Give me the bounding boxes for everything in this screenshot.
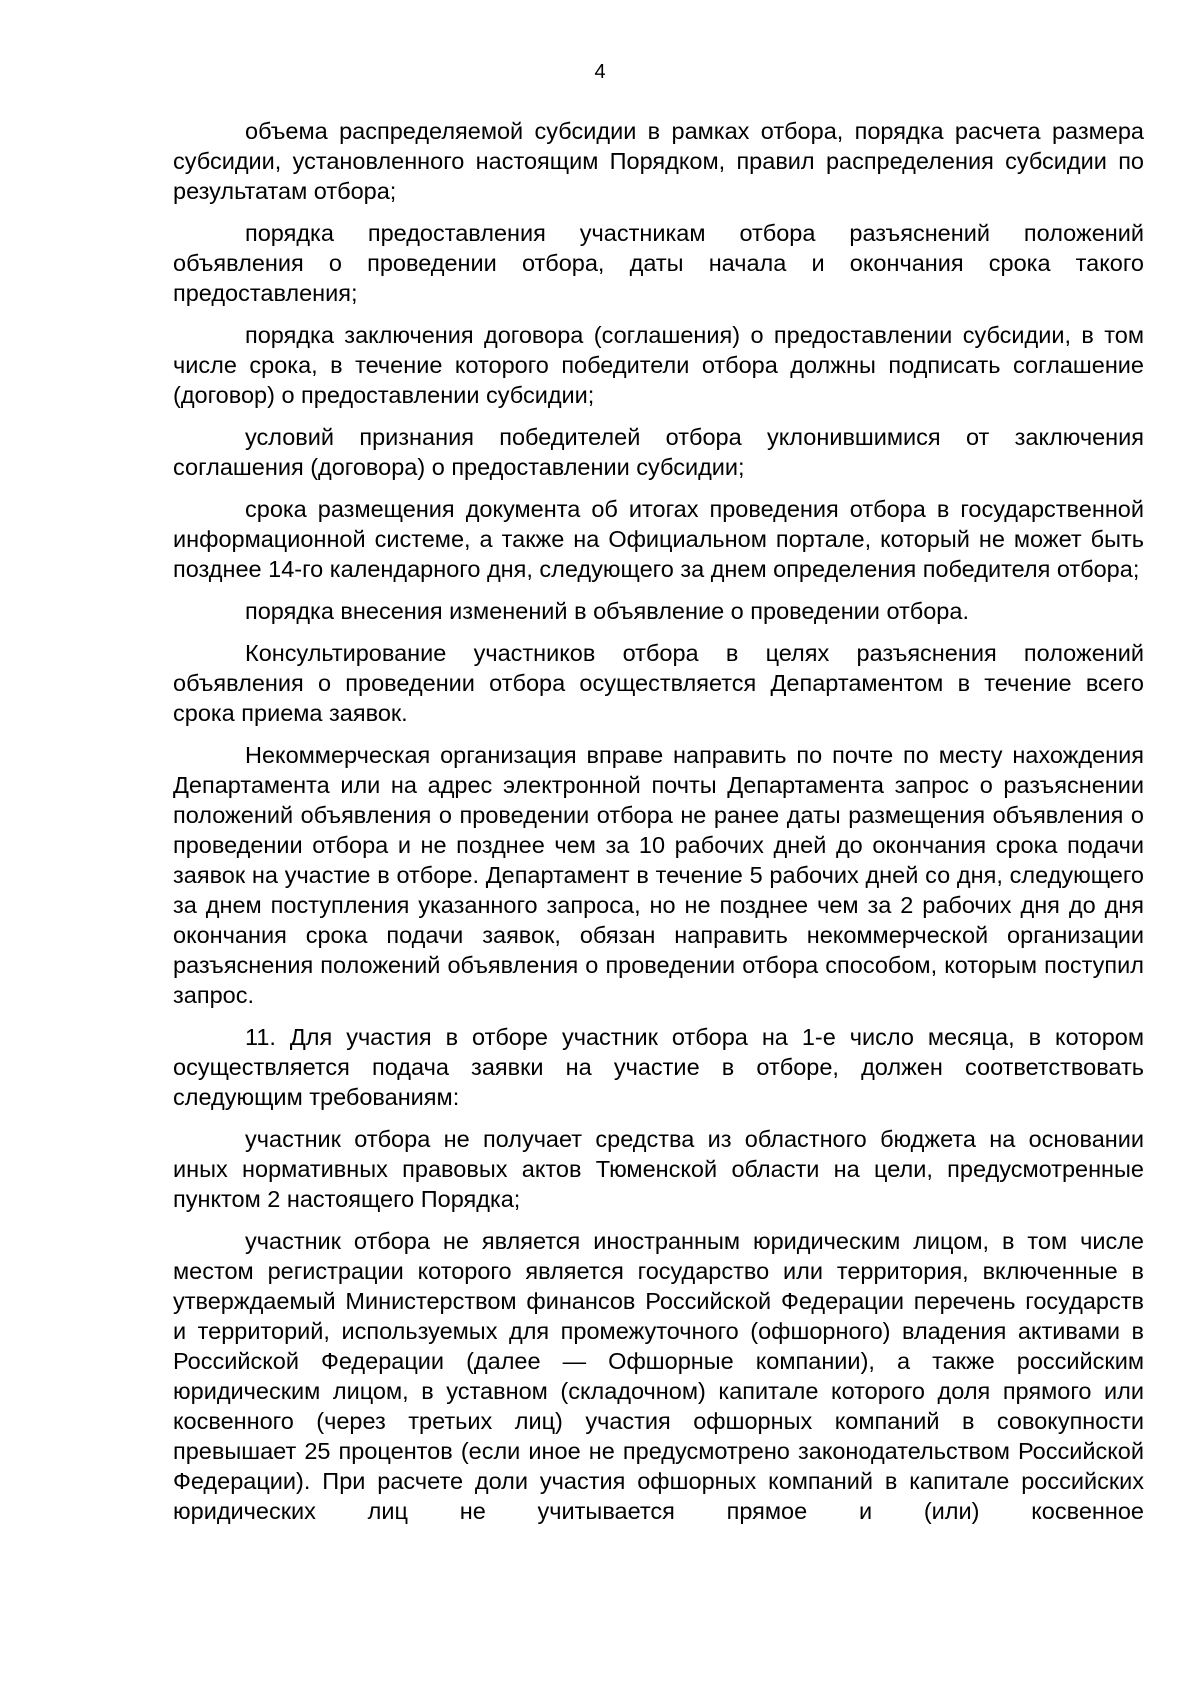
paragraph: условий признания победителей отбора уклонившимися от заключения соглашения (договора) о предоставлении субсидии;: [173, 424, 1144, 480]
paragraph: порядка предоставления участникам отбора разъяснений положений объявления о проведении отбора, даты начала и окончания срока такого предоставления;: [173, 220, 1144, 306]
page-number: 4: [594, 61, 606, 83]
paragraph: объема распределяемой субсидии в рамках отбора, порядка расчета размера субсидии, установленного настоящим Порядком, правил распределения субсидии по результатам отбора;: [173, 118, 1144, 204]
paragraph: Консультирование участников отбора в целях разъяснения положений объявления о проведении отбора осуществляется Департаментом в течение всего срока приема заявок.: [173, 640, 1144, 726]
paragraph: участник отбора не получает средства из областного бюджета на основании иных нормативных правовых актов Тюменской области на цели, предусмотренные пунктом 2 настоящего Порядка;: [173, 1126, 1144, 1212]
paragraph: порядка внесения изменений в объявление о проведении отбора.: [245, 598, 969, 624]
paragraph: участник отбора не является иностранным юридическим лицом, в том числе местом регистрации которого является государство или территория, включенные в утверждаемый Министерством финансов Российской Федерации перечень государств и территорий, используемых для промежуточного (офшорного) владения активами в Российской Федерации (далее — Офшорные компании), а также российским юридическим лицом, в уставном (складочном) капитале которого доля прямого или косвенного (через третьих лиц) участия офшорных компаний в совокупности превышает 25 процентов (если иное не предусмотрено законодательством Российской Федерации). При расчете доли участия офшорных компаний в капитале российских юридических лиц не учитывается прямое и (или) косвенное: [173, 1228, 1144, 1524]
paragraph: Некоммерческая организация вправе направить по почте по месту нахождения Департамента или на адрес электронной почты Департамента запрос о разъяснении положений объявления о проведении отбора не ранее даты размещения объявления о проведении отбора и не позднее чем за 10 рабочих дней до окончания срока подачи заявок на участие в отборе. Департамент в течение 5 рабочих дней со дня, следующего за днем поступления указанного запроса, но не позднее чем за 2 рабочих дня до дня окончания срока подачи заявок, обязан направить некоммерческой организации разъяснения положений объявления о проведении отбора способом, которым поступил запрос.: [173, 742, 1144, 1008]
paragraph: 11. Для участия в отборе участник отбора на 1-е число месяца, в котором осуществляется подача заявки на участие в отборе, должен соответствовать следующим требованиям:: [173, 1024, 1144, 1110]
paragraph: срока размещения документа об итогах проведения отбора в государственной информационной системе, а также на Официальном портале, который не может быть позднее 14-го календарного дня, следующего за днем определения победителя отбора;: [173, 496, 1144, 582]
paragraph: порядка заключения договора (соглашения) о предоставлении субсидии, в том числе срока, в течение которого победители отбора должны подписать соглашение (договор) о предоставлении субсидии;: [173, 322, 1144, 408]
document-body: [173, 116, 1144, 1526]
